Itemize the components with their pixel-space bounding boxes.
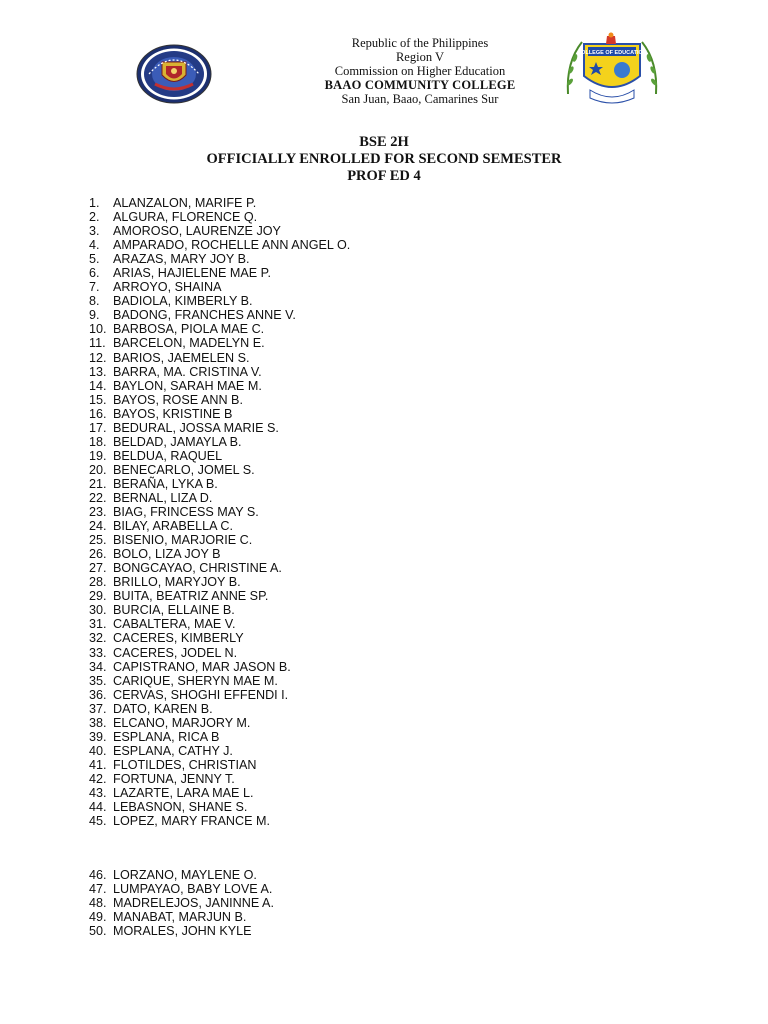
student-list-item <box>89 308 350 322</box>
student-list-item <box>89 800 350 814</box>
student-list-item <box>89 786 350 800</box>
student-name: DATO, KAREN B. <box>113 701 213 716</box>
logo-right-text: COLLEGE OF EDUCATION <box>577 50 647 56</box>
student-name: BUITA, BEATRIZ ANNE SP. <box>113 589 269 604</box>
student-number: 43. <box>89 785 107 800</box>
student-number: 39. <box>89 729 107 744</box>
student-name: LAZARTE, LARA MAE L. <box>113 785 254 800</box>
student-list-item <box>89 688 350 702</box>
student-name: FORTUNA, JENNY T. <box>113 771 235 786</box>
student-name: ARIAS, HAJIELENE MAE P. <box>113 266 271 281</box>
student-name: ARROYO, SHAINA <box>113 280 222 295</box>
student-list-item <box>89 617 350 631</box>
student-list-item <box>89 224 350 238</box>
college-of-education-logo <box>560 32 664 108</box>
student-list-item <box>89 477 350 491</box>
header-line-commission: Commission on Higher Education <box>334 64 506 78</box>
student-list-item <box>89 674 350 688</box>
student-number: 37. <box>89 701 107 716</box>
student-name: ARAZAS, MARY JOY B. <box>113 252 250 267</box>
student-number: 17. <box>89 420 107 435</box>
student-list-item <box>89 407 350 421</box>
student-number: 30. <box>89 603 107 618</box>
student-list-item <box>89 603 350 617</box>
student-name: CARIQUE, SHERYN MAE M. <box>113 673 278 688</box>
student-list-item <box>89 575 350 589</box>
student-list-item <box>89 252 350 266</box>
document-title-block <box>0 134 768 185</box>
student-list-item <box>89 238 350 252</box>
student-name: CABALTERA, MAE V. <box>113 617 236 632</box>
student-number: 28. <box>89 575 107 590</box>
student-list-item <box>89 896 274 910</box>
student-number: 35. <box>89 673 107 688</box>
student-name: FLOTILDES, CHRISTIAN <box>113 757 257 772</box>
student-list-item <box>89 449 350 463</box>
student-number: 22. <box>89 490 107 505</box>
student-list-item <box>89 210 350 224</box>
student-list-item <box>89 716 350 730</box>
student-number: 48. <box>89 896 107 911</box>
student-list-item <box>89 336 350 350</box>
student-number: 38. <box>89 715 107 730</box>
student-list-item <box>89 519 350 533</box>
student-name: BARBOSA, PIOLA MAE C. <box>113 322 265 337</box>
student-number: 23. <box>89 505 107 520</box>
student-number: 29. <box>89 589 107 604</box>
student-number: 25. <box>89 533 107 548</box>
student-list-item <box>89 660 350 674</box>
student-list-item <box>89 758 350 772</box>
student-number: 26. <box>89 547 107 562</box>
student-name: BARIOS, JAEMELEN S. <box>113 350 250 365</box>
student-list-item <box>89 294 350 308</box>
student-list-item <box>89 547 350 561</box>
student-number: 20. <box>89 462 107 477</box>
student-number: 11. <box>89 336 106 351</box>
student-number: 27. <box>89 561 107 576</box>
student-name: BELDUA, RAQUEL <box>113 448 223 463</box>
student-name: BAYLON, SARAH MAE M. <box>113 378 262 393</box>
student-number: 42. <box>89 771 107 786</box>
student-list-item <box>89 814 350 828</box>
student-name: BARRA, MA. CRISTINA V. <box>113 364 262 379</box>
student-name: LEBASNON, SHANE S. <box>113 800 248 815</box>
header-line-republic: Republic of the Philippines <box>351 36 489 50</box>
student-number: 41. <box>89 757 107 772</box>
student-list-part2 <box>89 868 274 938</box>
student-name: BRILLO, MARYJOY B. <box>113 575 241 590</box>
document-header <box>0 0 768 120</box>
student-number: 49. <box>89 910 107 925</box>
student-number: 46. <box>89 868 107 882</box>
student-name: CACERES, JODEL N. <box>113 645 238 660</box>
student-list-item <box>89 561 350 575</box>
student-number: 31. <box>89 617 107 632</box>
student-list-item <box>89 365 350 379</box>
section-title: BSE 2H <box>359 134 409 150</box>
student-number: 5. <box>89 252 100 267</box>
student-number: 40. <box>89 743 107 758</box>
student-name: BOLO, LIZA JOY B <box>113 547 221 562</box>
student-list-item <box>89 463 350 477</box>
student-number: 16. <box>89 406 107 421</box>
college-name: BAAO COMMUNITY COLLEGE <box>324 78 516 92</box>
student-name: BURCIA, ELLAINE B. <box>113 603 235 618</box>
enrollment-heading: OFFICIALLY ENROLLED FOR SECOND SEMESTER <box>206 151 562 167</box>
student-name: LORZANO, MAYLENE O. <box>113 868 257 882</box>
student-list-item <box>89 266 350 280</box>
student-list-item <box>89 868 274 882</box>
student-name: AMOROSO, LAURENZE JOY <box>113 224 281 239</box>
student-name: CAPISTRANO, MAR JASON B. <box>113 659 291 674</box>
student-number: 34. <box>89 659 107 674</box>
student-name: BADONG, FRANCHES ANNE V. <box>113 308 296 323</box>
student-number: 10. <box>89 322 107 337</box>
student-list-item <box>89 322 350 336</box>
student-name: BARCELON, MADELYN E. <box>113 336 265 351</box>
student-name: BAYOS, ROSE ANN B. <box>113 392 243 407</box>
student-name: LUMPAYAO, BABY LOVE A. <box>113 882 273 897</box>
student-list-item <box>89 280 350 294</box>
student-name: ALANZALON, MARIFE P. <box>113 196 257 210</box>
student-list-item <box>89 730 350 744</box>
student-number: 8. <box>89 294 100 309</box>
college-address: San Juan, Baao, Camarines Sur <box>341 92 499 106</box>
student-name: CERVAS, SHOGHI EFFENDI I. <box>113 687 289 702</box>
student-name: BILAY, ARABELLA C. <box>113 519 233 534</box>
student-name: BELDAD, JAMAYLA B. <box>113 434 242 449</box>
student-name: BERNAL, LIZA D. <box>113 490 213 505</box>
student-name: BADIOLA, KIMBERLY B. <box>113 294 253 309</box>
student-name: ELCANO, MARJORY M. <box>113 715 251 730</box>
student-name: LOPEZ, MARY FRANCE M. <box>113 814 270 829</box>
student-number: 44. <box>89 800 107 815</box>
student-list-item <box>89 589 350 603</box>
student-name: MANABAT, MARJUN B. <box>113 910 247 925</box>
student-number: 9. <box>89 308 100 323</box>
student-number: 33. <box>89 645 107 660</box>
student-number: 24. <box>89 519 107 534</box>
student-number: 47. <box>89 882 107 897</box>
student-name: ESPLANA, RICA B <box>113 729 220 744</box>
student-number: 15. <box>89 392 107 407</box>
student-list-item <box>89 702 350 716</box>
student-list-item <box>89 435 350 449</box>
student-list-item <box>89 196 350 210</box>
student-list-item <box>89 772 350 786</box>
student-number: 18. <box>89 434 107 449</box>
student-number: 3. <box>89 224 100 239</box>
student-list-item <box>89 379 350 393</box>
student-list-part1 <box>89 196 350 828</box>
student-list-item <box>89 744 350 758</box>
student-list-item <box>89 882 274 896</box>
student-name: BAYOS, KRISTINE B <box>113 406 233 421</box>
student-list-item <box>89 646 350 660</box>
student-number: 32. <box>89 631 107 646</box>
student-number: 50. <box>89 924 107 939</box>
student-number: 14. <box>89 378 107 393</box>
student-list-item <box>89 505 350 519</box>
student-name: AMPARADO, ROCHELLE ANN ANGEL O. <box>113 238 351 253</box>
student-number: 21. <box>89 476 107 491</box>
subject-title: PROF ED 4 <box>347 168 421 184</box>
student-number: 45. <box>89 814 107 829</box>
student-list-item <box>89 491 350 505</box>
student-number: 1. <box>89 196 100 210</box>
student-name: BERAÑA, LYKA B. <box>113 476 218 491</box>
student-list-item <box>89 924 274 938</box>
student-number: 4. <box>89 238 100 253</box>
student-name: CACERES, KIMBERLY <box>113 631 244 646</box>
student-number: 36. <box>89 687 107 702</box>
student-list-item <box>89 533 350 547</box>
student-list-item <box>89 910 274 924</box>
student-number: 7. <box>89 280 100 295</box>
student-number: 13. <box>89 364 107 379</box>
student-list-item <box>89 631 350 645</box>
student-list-item <box>89 393 350 407</box>
student-number: 6. <box>89 266 100 281</box>
header-line-region: Region V <box>395 50 445 64</box>
student-number: 19. <box>89 448 107 463</box>
student-name: BIAG, FRINCESS MAY S. <box>113 505 259 520</box>
student-name: MADRELEJOS, JANINNE A. <box>113 896 274 911</box>
student-name: BISENIO, MARJORIE C. <box>113 533 253 548</box>
student-number: 2. <box>89 210 100 225</box>
student-name: MORALES, JOHN KYLE <box>113 924 252 939</box>
college-seal-logo <box>135 44 213 104</box>
student-name: ALGURA, FLORENCE Q. <box>113 210 258 225</box>
student-name: BONGCAYAO, CHRISTINE A. <box>113 561 282 576</box>
header-text-block <box>300 36 540 106</box>
student-name: ESPLANA, CATHY J. <box>113 743 233 758</box>
student-number: 12. <box>89 350 107 365</box>
student-name: BEDURAL, JOSSA MARIE S. <box>113 420 279 435</box>
student-list-item <box>89 351 350 365</box>
student-list-item <box>89 421 350 435</box>
student-name: BENECARLO, JOMEL S. <box>113 462 255 477</box>
